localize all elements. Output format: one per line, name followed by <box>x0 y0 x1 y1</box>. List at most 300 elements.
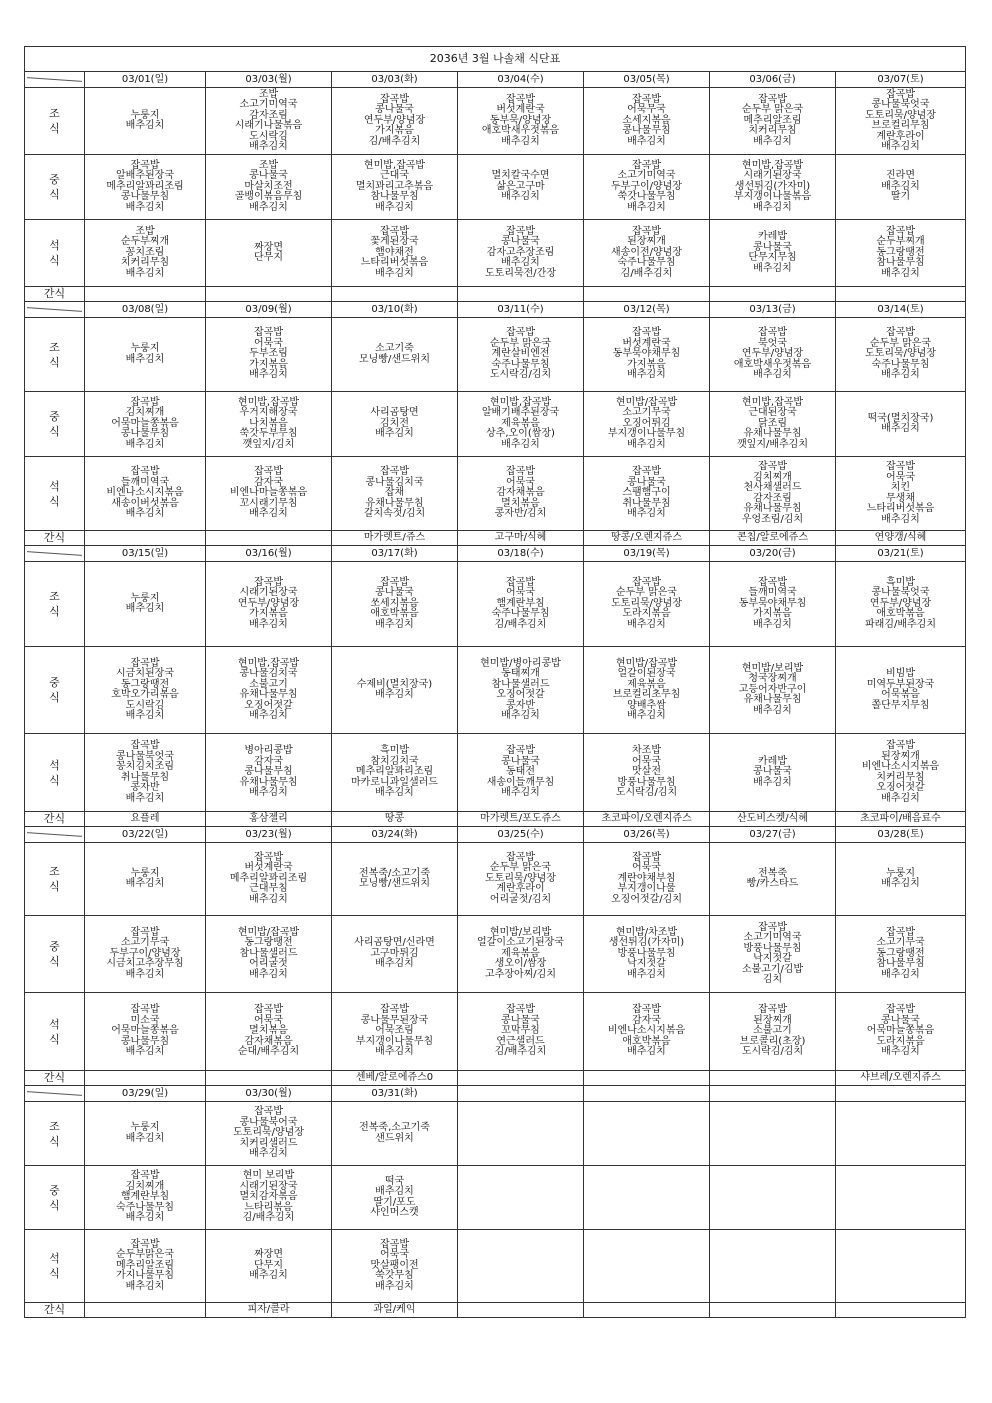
dinner-menu-cell <box>332 734 458 812</box>
menu-item: 잡곡밥 <box>886 1004 915 1016</box>
breakfast-menu-cell <box>206 88 332 155</box>
snack-cell: 마가렛트/쥬스 <box>332 531 458 546</box>
menu-item: 배추김치 <box>501 191 540 203</box>
dinner-menu-cell <box>710 220 836 287</box>
breakfast-label <box>25 1102 85 1166</box>
menu-item: 도토리묵/양념장 <box>485 872 556 884</box>
menu-item: 잡곡밥 <box>758 576 787 588</box>
sheet-title: 2036년 3월 나솔채 식단표 <box>25 47 966 72</box>
menu-item: 배추김치 <box>249 508 288 520</box>
menu-item: 차조밥 <box>632 745 661 757</box>
menu-item: 청국장찌개 <box>748 673 797 685</box>
menu-item: 북엇국 <box>758 337 787 349</box>
menu-item: 감자고추장조림 <box>486 246 555 258</box>
date-header: 03/29(일) <box>85 1086 206 1102</box>
lunch-label <box>25 1166 85 1230</box>
lunch-menu-cell <box>710 155 836 220</box>
snack-cell <box>458 1303 584 1318</box>
date-header: 03/09(월) <box>206 302 332 318</box>
corner-diagonal <box>27 1091 82 1096</box>
menu-item: 숙주나물무침 <box>617 257 676 269</box>
dinner-menu-cell <box>332 457 458 531</box>
menu-item: 참나물샐러드 <box>239 947 298 959</box>
menu-item: 배추김치 <box>881 792 920 804</box>
snack-cell: 산도비스켓/식혜 <box>710 812 836 827</box>
breakfast-menu-cell <box>332 843 458 916</box>
breakfast-label-char: 식 <box>49 355 60 369</box>
lunch-label-char: 중 <box>49 173 60 186</box>
menu-item: 누룽지 <box>130 1122 160 1133</box>
menu-item: 배추김치 <box>375 428 414 440</box>
menu-item: 소고기미역국 <box>617 170 676 182</box>
corner-diagonal <box>27 551 82 556</box>
menu-item: 배추김치 <box>627 508 666 520</box>
menu-item: 현미 보리밥 <box>242 1170 295 1182</box>
snack-cell <box>206 287 332 302</box>
dinner-menu-cell <box>584 1230 710 1303</box>
menu-item: 애호박볶음 <box>370 608 419 620</box>
menu-item: 어리굴젓 <box>249 958 288 970</box>
menu-item: 유채나물무침 <box>743 694 802 706</box>
menu-item: 어묵국 <box>632 755 661 767</box>
snack-cell: 샤브레/오렌지쥬스 <box>836 1071 966 1086</box>
menu-item: 호박오가리볶음 <box>111 689 179 700</box>
breakfast-menu-cell <box>85 1102 206 1166</box>
dinner-menu-cell <box>206 457 332 531</box>
menu-item: 동부묵야채무침 <box>738 597 807 609</box>
corner-cell <box>25 72 85 88</box>
menu-item: 근대국 <box>380 170 409 182</box>
menu-item: 배추김치 <box>249 787 288 799</box>
menu-item: 콩나물국 <box>375 104 414 116</box>
menu-item: 배추김치 <box>881 513 920 525</box>
menu-item: 배추김치 <box>375 201 414 213</box>
menu-item: 치커리샐러드 <box>239 1137 298 1149</box>
breakfast-menu-cell <box>458 88 584 155</box>
dinner-menu-cell <box>332 1230 458 1303</box>
menu-item: 콩나물국 <box>249 170 288 182</box>
menu-item: 잡곡밥 <box>130 1004 160 1016</box>
menu-item: 배추김치 <box>881 180 920 192</box>
menu-item: 짜장면 <box>254 1249 283 1261</box>
snack-cell: 센베/알로에쥬스0 <box>332 1071 458 1086</box>
menu-item: 멸치꽈리고추볶음 <box>355 180 434 192</box>
snack-row <box>25 812 966 827</box>
breakfast-row <box>25 562 966 647</box>
menu-item: 마카로니과일샐러드 <box>351 776 438 788</box>
menu-item: 잡곡밥 <box>254 851 283 863</box>
menu-item: 잡곡밥 <box>130 396 160 408</box>
breakfast-menu-cell <box>836 1102 966 1166</box>
menu-item: 배추김치 <box>125 1212 165 1224</box>
menu-item: 참나물무침 <box>876 257 925 269</box>
menu-item: 가지볶음 <box>753 608 792 620</box>
dinner-row <box>25 220 966 287</box>
menu-item: 잡곡밥 <box>506 466 535 478</box>
menu-item: 전복죽/소고기죽 <box>359 867 430 879</box>
menu-item: 현미밥,잡곡밥 <box>237 657 300 669</box>
menu-item: 김/배추김치 <box>242 1212 295 1224</box>
menu-item: 계란야채부침 <box>617 872 676 884</box>
lunch-row <box>25 392 966 457</box>
menu-item: 시래기된장국 <box>239 1180 298 1192</box>
breakfast-menu-cell <box>206 843 332 916</box>
meal-plan-body <box>25 47 966 1318</box>
lunch-menu-cell <box>710 647 836 734</box>
dinner-menu-cell <box>206 1230 332 1303</box>
menu-item: 배추김치 <box>375 1186 414 1197</box>
menu-item: 잡곡밥 <box>886 225 915 237</box>
lunch-menu-cell <box>836 647 966 734</box>
menu-item: 콩나물국 <box>501 236 540 248</box>
snack-cell: 과일/케익 <box>332 1303 458 1318</box>
menu-item: 수제비(멸치장국) <box>356 678 433 690</box>
lunch-menu-cell <box>584 392 710 457</box>
date-header: 03/03(화) <box>332 72 458 88</box>
menu-item: 애호박볶음 <box>622 1035 671 1047</box>
breakfast-label-char: 조 <box>49 340 60 354</box>
menu-item: 숙주나물무침 <box>871 358 930 370</box>
menu-item: 방풍나물무침 <box>617 947 676 959</box>
menu-item: 배추김치 <box>375 618 414 630</box>
menu-item: 쑥갓무침 <box>375 1270 414 1282</box>
menu-item: 연두부/양념장 <box>363 114 426 126</box>
menu-item: 삶은고구마 <box>496 180 545 192</box>
menu-item: 잡곡밥 <box>632 576 661 588</box>
menu-item: 방풍나물무침 <box>617 776 676 788</box>
menu-item: 콩나물무된장국 <box>360 1014 429 1026</box>
menu-item: 누룽지 <box>130 109 160 121</box>
menu-item: 숙주나물무침 <box>491 608 550 620</box>
menu-item: 감자국 <box>632 1014 661 1026</box>
menu-item: 된장찌개 <box>881 750 920 762</box>
menu-item: 콩나물무침 <box>120 428 170 440</box>
menu-item: 배추김치 <box>881 369 920 381</box>
lunch-menu-cell <box>584 916 710 993</box>
lunch-label-char: 식 <box>49 188 60 201</box>
lunch-menu-cell <box>584 155 710 220</box>
date-header <box>710 1086 836 1102</box>
snack-label: 간식 <box>25 812 85 827</box>
breakfast-menu-cell <box>584 88 710 155</box>
menu-item: 콩자반 <box>506 699 535 711</box>
menu-item: 어묵국 <box>632 862 661 874</box>
snack-label: 간식 <box>25 1303 85 1318</box>
menu-item: 어리굴젓/김치 <box>489 893 552 905</box>
date-header: 03/05(목) <box>584 72 710 88</box>
menu-item: 브로컬리초무침 <box>612 689 681 700</box>
menu-item: 현미밥,잡곡밥 <box>489 396 552 408</box>
menu-item: 김/배추김치 <box>620 267 673 279</box>
snack-row <box>25 287 966 302</box>
menu-item: 배추김치 <box>125 201 165 213</box>
menu-item: 치커리무침 <box>120 257 170 269</box>
corner-diagonal <box>27 307 82 312</box>
menu-item: 오징어젓갈 <box>244 699 293 711</box>
menu-item: 유채나물무침 <box>743 428 802 440</box>
dinner-label-char: 식 <box>49 254 60 267</box>
menu-item: 현미밥,잡곡밥 <box>363 159 426 171</box>
menu-item: 감자국 <box>254 755 283 767</box>
dinner-label-char: 석 <box>49 1017 60 1031</box>
snack-cell: 홍삼젤리 <box>206 812 332 827</box>
menu-item: 배추김치 <box>627 618 666 630</box>
lunch-label <box>25 916 85 993</box>
menu-item: 콩나물김치국 <box>239 668 298 679</box>
dinner-label-char: 석 <box>49 758 60 772</box>
menu-item: 배추김치 <box>375 958 414 970</box>
lunch-row <box>25 1166 966 1230</box>
dinner-menu-cell <box>206 220 332 287</box>
menu-item: 오징어젓갈/김치 <box>611 893 682 905</box>
date-header: 03/14(토) <box>836 302 966 318</box>
menu-item: 배추김치 <box>249 893 288 905</box>
menu-item: 순두부찌개 <box>876 236 925 248</box>
menu-item: 잡곡밥 <box>254 1004 283 1016</box>
menu-item: 배추김치 <box>753 135 792 147</box>
menu-item: 가지볶음 <box>249 358 288 370</box>
dinner-label <box>25 220 85 287</box>
lunch-label-char: 중 <box>49 410 60 423</box>
menu-item: 배추김치 <box>375 689 414 700</box>
menu-item: 된장찌개 <box>753 1014 792 1026</box>
menu-item: 잡곡밥 <box>632 466 661 478</box>
lunch-menu-cell <box>458 1166 584 1230</box>
menu-item: 어묵국 <box>506 476 535 488</box>
menu-item: 꼬시래기무침 <box>239 497 298 509</box>
corner-cell <box>25 827 85 843</box>
menu-item: 잡곡밥 <box>380 93 409 105</box>
menu-item: 어묵마늘쫑볶음 <box>866 1025 935 1037</box>
dinner-menu-cell <box>710 993 836 1071</box>
menu-item: 연두부/양념장 <box>741 348 804 360</box>
breakfast-menu-cell <box>206 1102 332 1166</box>
menu-item: 가지나물무침 <box>116 1270 174 1282</box>
breakfast-menu-cell <box>458 1102 584 1166</box>
menu-item: 비엔나소시지볶음 <box>861 761 940 772</box>
menu-item: 어묵국 <box>254 337 283 349</box>
menu-item: 배추김치 <box>249 201 288 213</box>
menu-item: 잡채 <box>384 487 405 499</box>
menu-item: 샤인머스캣 <box>370 1207 419 1218</box>
menu-item: 알배기배추된장국 <box>481 407 560 419</box>
date-row <box>25 72 966 88</box>
menu-item: 도라지볶음 <box>876 1035 925 1047</box>
lunch-label-char: 중 <box>49 676 60 689</box>
menu-item: 잡곡밥 <box>506 93 535 105</box>
dinner-menu-cell <box>710 457 836 531</box>
dinner-label <box>25 457 85 531</box>
breakfast-menu-cell <box>458 562 584 647</box>
menu-item: 잡곡밥 <box>254 466 283 478</box>
menu-item: 현미밥/차조밥 <box>615 926 678 938</box>
menu-item: 잡곡밥 <box>254 576 283 588</box>
menu-item: 감자국 <box>254 476 283 488</box>
menu-item: 브로콜리(초장) <box>739 1035 806 1047</box>
menu-item: 시금치고추장무침 <box>106 958 184 970</box>
lunch-menu-cell <box>458 916 584 993</box>
menu-item: 어묵볶음 <box>881 689 920 700</box>
menu-item: 순두부 맑은국 <box>615 587 678 599</box>
snack-cell <box>710 1071 836 1086</box>
menu-item: 계란후라이 <box>496 883 545 895</box>
menu-item: 사리곰탕면/신라면 <box>354 937 435 949</box>
breakfast-menu-cell <box>206 562 332 647</box>
menu-item: 현미밥/잡곡밥 <box>615 657 678 669</box>
date-header <box>584 1086 710 1102</box>
lunch-label-char: 식 <box>49 955 60 968</box>
menu-item: 배추김치 <box>125 267 165 279</box>
breakfast-menu-cell <box>836 318 966 392</box>
dinner-menu-cell <box>206 993 332 1071</box>
lunch-row <box>25 647 966 734</box>
dinner-menu-cell <box>584 220 710 287</box>
lunch-menu-cell <box>584 647 710 734</box>
menu-item: 느타리버섯볶음 <box>866 503 935 514</box>
breakfast-label-char: 조 <box>49 1119 60 1133</box>
menu-item: 느타리볶음 <box>244 1201 293 1213</box>
menu-item: 우거지해장국 <box>239 407 298 419</box>
menu-item: 도라지볶음 <box>622 608 671 620</box>
lunch-menu-cell <box>206 155 332 220</box>
menu-item: 배추김치 <box>881 423 920 434</box>
menu-item: 낙지젓갈 <box>627 958 666 970</box>
menu-item: 소고기무국 <box>622 407 671 419</box>
menu-item: 시래기나물볶음 <box>234 120 303 131</box>
menu-item: 맛살팽이전 <box>370 1259 419 1271</box>
menu-item: 부지갱이나물 <box>617 883 676 895</box>
menu-item: 콩나물북엇국 <box>116 750 174 762</box>
menu-item: 동그랑땡전 <box>876 947 925 959</box>
menu-item: 잡곡밥 <box>886 926 915 938</box>
breakfast-menu-cell <box>584 1102 710 1166</box>
menu-item: 배추김치 <box>125 438 165 450</box>
breakfast-menu-cell <box>710 562 836 647</box>
lunch-row <box>25 916 966 993</box>
lunch-menu-cell <box>710 1166 836 1230</box>
menu-item: 배추김치 <box>125 1280 165 1292</box>
menu-item: 제육볶음 <box>501 947 540 959</box>
menu-item: 브로컬리무침 <box>871 120 930 131</box>
menu-item: 배추김치 <box>375 267 414 279</box>
menu-item: 쑥갓두부무침 <box>239 428 298 440</box>
menu-item: 된장찌개 <box>627 236 666 248</box>
menu-item: 현미밥/잡곡밥 <box>237 926 300 938</box>
menu-item: 배추김치 <box>753 704 792 716</box>
menu-item: 방풍나물무침 <box>743 942 802 954</box>
dinner-menu-cell <box>85 734 206 812</box>
breakfast-menu-cell <box>206 318 332 392</box>
menu-item: 근대된장국 <box>748 407 797 419</box>
menu-item: 동태찌개 <box>501 668 540 679</box>
menu-item: 메추리알조림 <box>116 1259 174 1271</box>
breakfast-menu-cell <box>584 843 710 916</box>
lunch-menu-cell <box>206 916 332 993</box>
dinner-menu-cell <box>710 734 836 812</box>
menu-item: 잡곡밥 <box>130 466 160 478</box>
meal-plan-table <box>24 46 966 1318</box>
date-header <box>836 1086 966 1102</box>
menu-item: 들깨미역국 <box>120 476 170 488</box>
menu-item: 흑미밥 <box>886 576 915 588</box>
date-header: 03/01(일) <box>85 72 206 88</box>
menu-item: 비빔밥 <box>886 668 915 679</box>
snack-cell <box>85 531 206 546</box>
menu-item: 들깨미역국 <box>748 587 797 599</box>
menu-item: 취나물무침 <box>120 771 170 783</box>
menu-item: 부지갱이나물무침 <box>355 1035 434 1047</box>
snack-cell <box>85 1303 206 1318</box>
date-header: 03/31(화) <box>332 1086 458 1102</box>
menu-item: 순두부 맑은국 <box>869 337 932 349</box>
lunch-label <box>25 155 85 220</box>
menu-item: 잡곡밥 <box>506 225 535 237</box>
menu-item: 잡곡밥 <box>380 576 409 588</box>
menu-item: 콩나물북엇국 <box>871 99 930 110</box>
dinner-menu-cell <box>458 993 584 1071</box>
date-header: 03/24(화) <box>332 827 458 843</box>
menu-item: 배추김치 <box>249 968 288 980</box>
lunch-menu-cell <box>710 392 836 457</box>
menu-item: 숙주나물무침 <box>491 358 550 370</box>
menu-item: 현미밥/병아리콩밥 <box>480 657 561 669</box>
dinner-row <box>25 457 966 531</box>
menu-item: 누룽지 <box>886 867 915 879</box>
snack-cell: 피자/콜라 <box>206 1303 332 1318</box>
snack-cell: 땅콩/오렌지쥬스 <box>584 531 710 546</box>
menu-item: 어묵국 <box>380 1249 409 1261</box>
menu-item: 연두부/양념장 <box>869 597 932 609</box>
menu-item: 소불고기 <box>753 1025 792 1037</box>
menu-item: 도시락김 <box>249 130 288 142</box>
menu-item: 어묵무국 <box>627 104 666 116</box>
dinner-label-char: 식 <box>49 494 60 508</box>
menu-item: 유채나물무침 <box>239 776 298 788</box>
lunch-menu-cell <box>85 155 206 220</box>
menu-item: 유채나물무침 <box>239 689 298 700</box>
snack-cell: 고구마/식혜 <box>458 531 584 546</box>
menu-item: 잡곡밥 <box>506 745 535 757</box>
snack-label: 간식 <box>25 1071 85 1086</box>
menu-item: 가지볶음 <box>375 125 414 137</box>
menu-item: 잡곡밥 <box>380 1238 409 1250</box>
menu-item: 고추장아찌/김치 <box>485 968 556 980</box>
snack-cell <box>710 1303 836 1318</box>
date-header: 03/07(토) <box>836 72 966 88</box>
breakfast-menu-cell <box>85 562 206 647</box>
dinner-menu-cell <box>710 1230 836 1303</box>
menu-item: 잡곡밥 <box>130 740 160 751</box>
menu-item: 애호박볶음 <box>876 608 925 620</box>
menu-item: 잡곡밥 <box>506 576 535 588</box>
date-header: 03/03(월) <box>206 72 332 88</box>
menu-item: 얼갈이된장국 <box>617 668 676 679</box>
date-header: 03/20(금) <box>710 546 836 562</box>
date-header: 03/30(월) <box>206 1086 332 1102</box>
snack-label: 간식 <box>25 287 85 302</box>
menu-item: 도토리묵/양념장 <box>865 348 936 360</box>
menu-item: 동부묵야채무침 <box>612 348 681 360</box>
dinner-label <box>25 734 85 812</box>
dinner-label-char: 식 <box>49 773 60 787</box>
menu-item: 배추김치 <box>881 968 920 980</box>
menu-item: 시래기된장국 <box>743 170 802 182</box>
breakfast-label <box>25 318 85 392</box>
menu-item: 빵/카스타드 <box>746 878 799 889</box>
menu-item: 어묵조림 <box>375 1025 414 1037</box>
menu-item: 배추김치 <box>375 787 414 799</box>
menu-item: 참나물무침 <box>370 191 419 203</box>
